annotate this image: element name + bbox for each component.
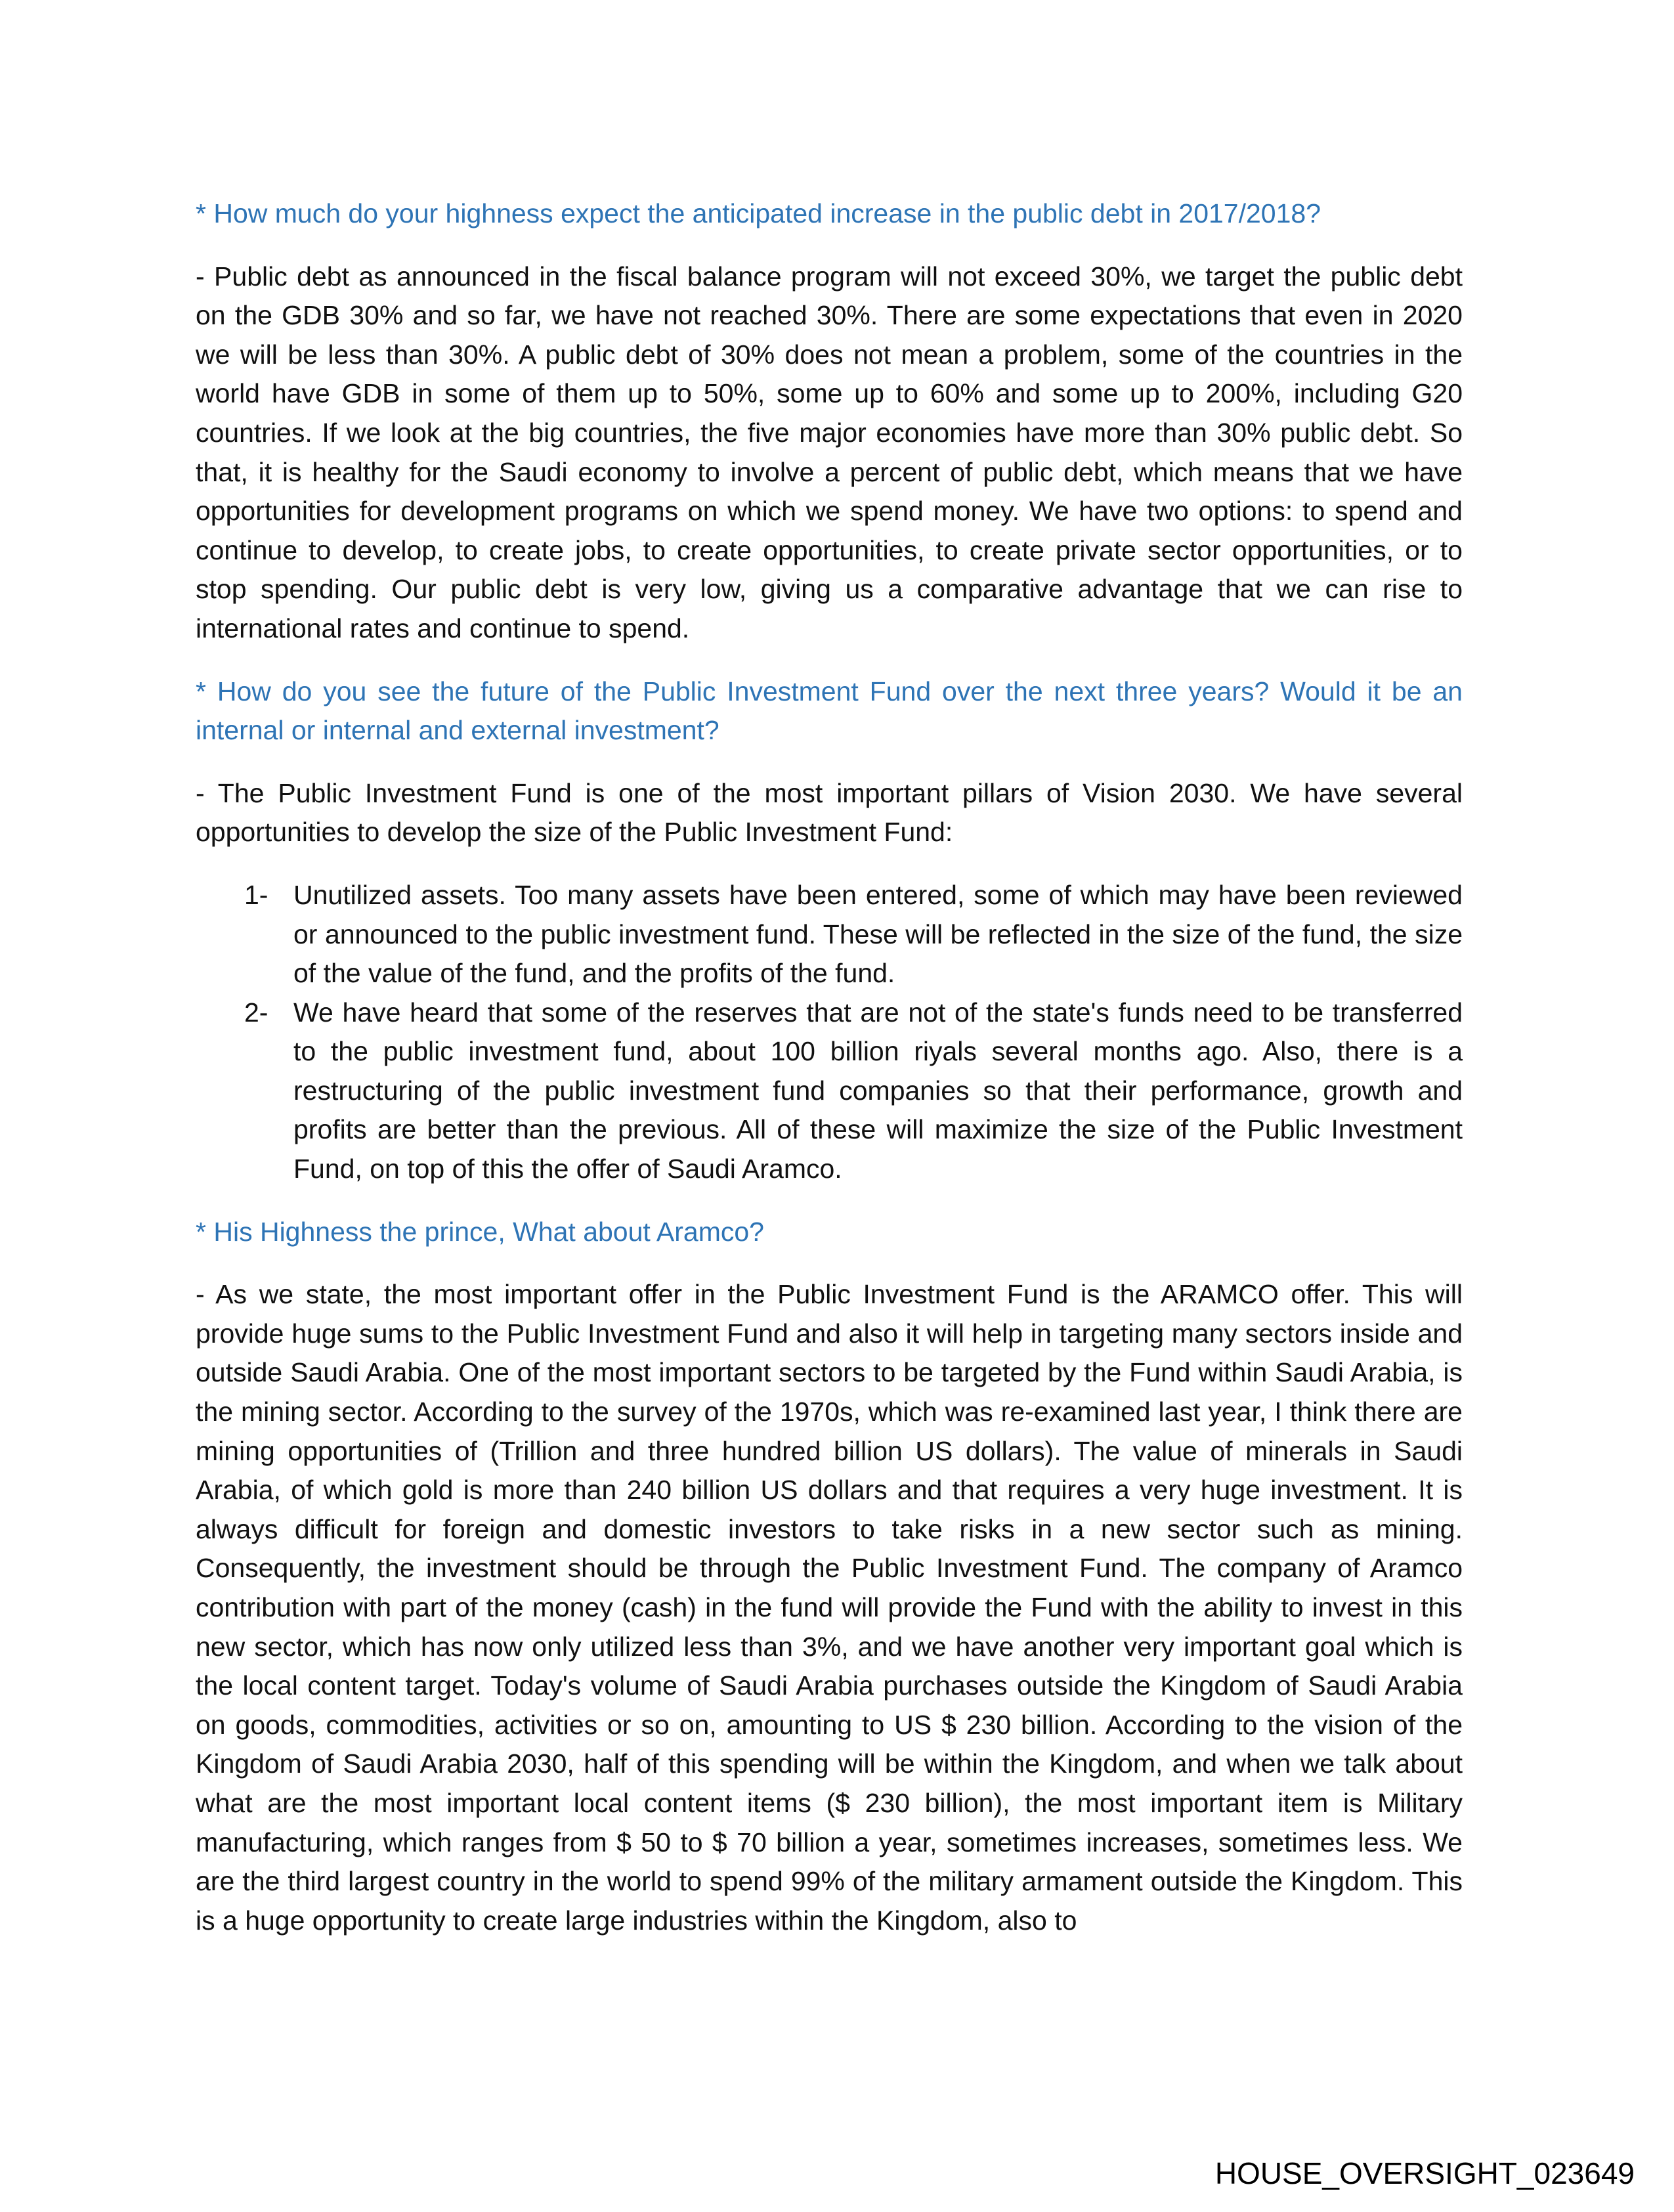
document-page	[196, 194, 1463, 1964]
list-item	[196, 876, 1463, 993]
answer-public-debt: - Public debt as announced in the fiscal balance program will not exceed 30%, we target the public debt on the GDB 30% and so far, we have not reached 30%. There are some expectations that even in 2020 we will be less than 30%. A public debt of 30% does not mean a problem, some of the countries in the world have GDB in some of them up to 50%, some up to 60% and some up to 200%, including G20 countries. If we look at the big countries, the five major economies have more than 30% public debt. So that, it is healthy for the Saudi economy to involve a percent of public debt, which means that we have opportunities for development programs on which we spend money. We have two options: to spend and continue to develop, to create jobs, to create opportunities, to create private sector opportunities, or to stop spending. Our public debt is very low, giving us a comparative advantage that we can rise to international rates and continue to spend.	[196, 261, 1463, 643]
answer-public-investment-fund: - The Public Investment Fund is one of the most important pillars of Vision 2030. We have several opportunities to develop the size of the Public Investment Fund:	[196, 777, 1463, 848]
list-item	[196, 993, 1463, 1189]
question-public-investment-fund: * How do you see the future of the Public Investment Fund over the next three years? Would it be an internal or internal and external investment?	[196, 676, 1463, 746]
answer-aramco: - As we state, the most important offer in the Public Investment Fund is the ARAMCO offer. This will provide huge sums to the Public Investment Fund and also it will help in targeting many sectors inside and outside Saudi Arabia. One of the most important sectors to be targeted by the Fund within Saudi Arabia, is the mining sector. According to the survey of the 1970s, which was re-examined last year, I think there are mining opportunities of (Trillion and three hundred billion US dollars). The value of minerals in Saudi Arabia, of which gold is more than 240 billion US dollars and that requires a very huge investment. It is always difficult for foreign and domestic investors to take risks in a new sector such as mining. Consequently, the investment should be through the Public Investment Fund. The company of Aramco contribution with part of the money (cash) in the fund will provide the Fund with the ability to invest in this new sector, which has now only utilized less than 3%, and we have another very important goal which is the local content target. Today's volume of Saudi Arabia purchases outside the Kingdom of Saudi Arabia on goods, commodities, activities or so on, amounting to US $ 230 billion. According to the vision of the Kingdom of Saudi Arabia 2030, half of this spending will be within the Kingdom, and when we talk about what are the most important local content items ($ 230 billion), the most important item is Military manufacturing, which ranges from $ 50 to $ 70 billion a year, sometimes increases, sometimes less. We are the third largest country in the world to spend 99% of the military armament outside the Kingdom. This is a huge opportunity to create large industries within the Kingdom, also to	[196, 1279, 1463, 1936]
question-public-debt: * How much do your highness expect the anticipated increase in the public debt in 2017/2018?	[196, 198, 1321, 228]
list-item-text: We have heard that some of the reserves that are not of the state's funds need to be transferred to the public investment fund, about 100 billion riyals several months ago. Also, there is a restructuring of the public investment fund companies so that their performance, growth and profits are better than the previous. All of these will maximize the size of the Public Investment Fund, on top of this the offer of Saudi Aramco.	[293, 997, 1463, 1184]
document-id-stamp: HOUSE_OVERSIGHT_023649	[1214, 2156, 1635, 2190]
list-item-number: 1-	[244, 879, 268, 910]
list-item-text: Unutilized assets. Too many assets have been entered, some of which may have been reviewed or announced to the public investment fund. These will be reflected in the size of the fund, the size of the value of the fund, and the profits of the fund.	[293, 879, 1463, 989]
question-aramco: * His Highness the prince, What about Aramco?	[196, 1216, 764, 1247]
list-item-number: 2-	[244, 997, 268, 1028]
opportunities-list	[196, 876, 1463, 1189]
